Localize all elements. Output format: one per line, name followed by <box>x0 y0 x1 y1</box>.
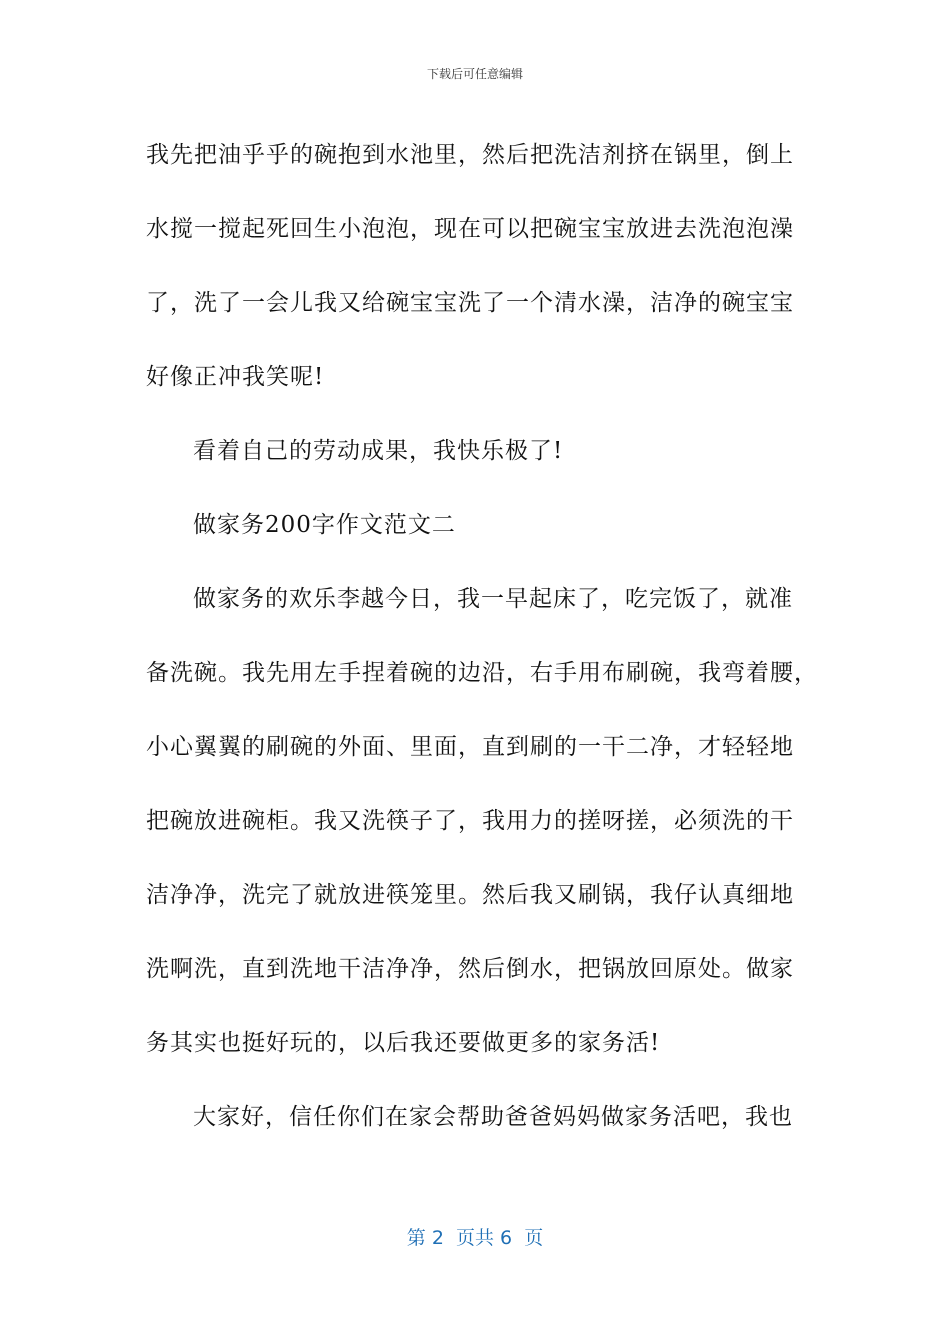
text-line: 小心翼翼的刷碗的外面、里面，直到刷的一干二净，才轻轻地 <box>146 734 794 760</box>
text-line: 洁净净，洗完了就放进筷笼里。然后我又刷锅，我仔认真细地 <box>146 882 794 908</box>
text-line: 大家好，信任你们在家会帮助爸爸妈妈做家务活吧，我也 <box>193 1104 793 1130</box>
page-footer: 第 2 页共 6 页 <box>406 1227 544 1249</box>
text-line: 备洗碗。我先用左手捏着碗的边沿，右手用布刷碗，我弯着腰， <box>146 660 818 686</box>
document-body <box>146 118 818 1154</box>
text-line: 了，洗了一会儿我又给碗宝宝洗了一个清水澡，洁净的碗宝宝 <box>146 290 794 316</box>
page-header: 下载后可任意编辑 <box>426 67 523 81</box>
text-line: 务其实也挺好玩的，以后我还要做更多的家务活! <box>146 1030 661 1056</box>
text-line: 我先把油乎乎的碗抱到水池里，然后把洗洁剂挤在锅里，倒上 <box>146 142 794 168</box>
section-heading: 做家务200字作文范文二 <box>193 512 456 538</box>
text-line: 好像正冲我笑呢! <box>146 364 325 390</box>
text-line: 做家务的欢乐李越今日，我一早起床了，吃完饭了，就准 <box>193 586 793 612</box>
text-line: 洗啊洗，直到洗地干洁净净，然后倒水，把锅放回原处。做家 <box>146 956 794 982</box>
text-line: 把碗放进碗柜。我又洗筷子了，我用力的搓呀搓，必须洗的干 <box>146 808 794 834</box>
text-line: 看着自己的劳动成果，我快乐极了! <box>193 438 564 464</box>
text-line: 水搅一搅起死回生小泡泡，现在可以把碗宝宝放进去洗泡泡澡 <box>146 216 794 242</box>
